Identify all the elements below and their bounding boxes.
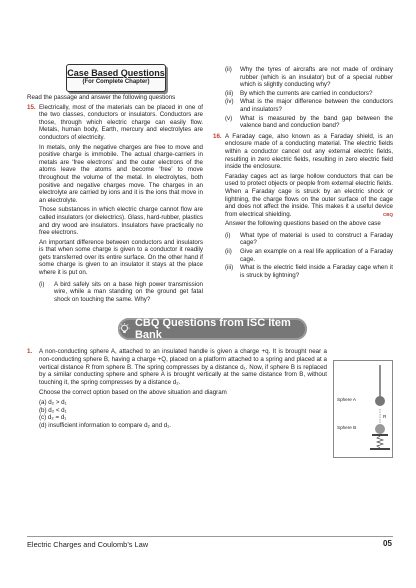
isc-question-1 bbox=[27, 348, 327, 432]
sub-question-text: What is measured by the band gap between the valence band and conduction band? bbox=[240, 114, 393, 130]
question bbox=[27, 348, 327, 430]
sub-question-text: What type of material is used to construct a Faraday cage? bbox=[240, 231, 393, 247]
sub-question-text: Why the tyres of aircrafts are not made of ordinary rubber (which is an insulator) but of a special rubber which is slightly conducting why? bbox=[240, 66, 393, 89]
sub-question bbox=[213, 115, 393, 130]
sub-question bbox=[213, 66, 393, 89]
paragraph: Those substances in which electric charge cannot flow are called insulators (or dielectrics). Glass, hard-rubber, plastics and dry wood are insulators. Insulators have practically no free electrons. bbox=[39, 206, 203, 237]
sphere-b-label: Sphere B bbox=[337, 425, 357, 430]
sub-question-text: A bird safely sits on a base high power transmission wire, while a man standing on the ground get fatal shock on touching the same. Why? bbox=[54, 280, 203, 303]
question-number: 16. bbox=[213, 132, 222, 140]
sub-question bbox=[213, 232, 393, 247]
banner-title: CBQ Questions from ISC Item Bank bbox=[134, 317, 291, 341]
sub-question bbox=[213, 98, 393, 113]
question-prompt: Choose the correct option based on the above situation and diagram bbox=[39, 388, 227, 396]
option: (a) d₂ > d₁ bbox=[39, 398, 67, 406]
cbq-section-banner bbox=[118, 318, 307, 340]
paragraph: In metals, only the negative charges are free to move and positive charge is immobile. The actual charge-carriers in metals are ‘free electrons’ and the outer electrons of the atoms leave the atoms and become ‘free’ to move throughout the volume of the metal. In electrolytes, both positive and negative charges move. The charges in an electrolyte are carried by ions and it is the ions that move in an electrolyte. bbox=[39, 143, 203, 204]
sphere-a-label: Sphere A bbox=[337, 397, 356, 402]
question-16 bbox=[213, 133, 393, 230]
sub-question bbox=[213, 264, 393, 279]
question-body bbox=[39, 104, 203, 279]
paragraph: An important difference between conductors and insulators is that when some charge is given to a conductor it readily gets transferred over its entire surface. On the other hand if some charge is given to an insulator it stays at the place where it is put on. bbox=[39, 238, 203, 277]
right-column bbox=[213, 66, 393, 280]
sub-question-label: (v) bbox=[225, 114, 233, 122]
sub-question-text: What is the electric field inside a Faraday cage when it is struck by lightning? bbox=[240, 264, 393, 279]
sub-question-label: (iv) bbox=[225, 98, 234, 106]
cbq-tag: CBQ bbox=[383, 211, 393, 217]
footer-divider bbox=[27, 536, 393, 537]
sub-question-label: (iii) bbox=[225, 264, 234, 272]
paragraph bbox=[225, 173, 393, 219]
sub-question-text: By which the currents are carried in conductors? bbox=[240, 89, 373, 97]
option: (c) d₂ = d₁ bbox=[39, 414, 67, 422]
diagram-drawing bbox=[334, 361, 392, 457]
question-number: 1. bbox=[27, 348, 33, 355]
sub-question-label: (iii) bbox=[225, 89, 234, 97]
sub-question-text: What is the major difference between the conductors and insulators? bbox=[240, 98, 393, 113]
left-column bbox=[27, 94, 203, 304]
sub-question-label: (i) bbox=[225, 231, 231, 239]
question-body bbox=[39, 348, 327, 430]
sub-question-label: (i) bbox=[39, 280, 45, 288]
passage-instruction: Read the passage and answer the following questions bbox=[27, 94, 176, 101]
sub-question bbox=[213, 248, 393, 263]
option: (b) d₂ < d₁ bbox=[39, 406, 67, 414]
page-number: 05 bbox=[383, 539, 392, 548]
option: (d) insufficient information to compare d₂ and d₁. bbox=[39, 422, 171, 430]
question-15 bbox=[27, 104, 203, 279]
sphere-spring-diagram bbox=[333, 360, 393, 458]
paragraph: Electrically, most of the materials can be placed in one of the two classes, conductors or insulators. Conductors are those, through which electric charge can easily flow. Metals, human body, Earth, mercury and electrolytes are conductors of electricity. bbox=[39, 103, 203, 141]
question-number: 15. bbox=[27, 103, 36, 111]
followup-instruction: Answer the following questions based on the above case bbox=[225, 220, 381, 228]
paragraph: A Faraday cage, also known as a Faraday shield, is an enclosure made of a conducting material. The electric fields within a conductor cancel out any external electric fields, resulting in zero electric fields, resulting in zero electric field inside the enclosure. bbox=[225, 132, 393, 171]
case-box-subtitle: (For Complete Chapter) bbox=[82, 79, 150, 85]
distance-label: R bbox=[383, 414, 387, 419]
sub-question-label: (ii) bbox=[225, 248, 232, 256]
chapter-title: Electric Charges and Coulomb’s Law bbox=[27, 540, 149, 549]
sub-question-text: Give an example on a real life application of a Faraday cage. bbox=[240, 248, 393, 263]
paragraph-text: Faraday cages act as large hollow conductors that can be used to protect objects or people from external electric fields. When a Faraday cage is struck by an electric shock or lightning, the charge flows on the outer surface of the cage and does not affect the inside. This makes it a useful device from electrical shielding. bbox=[225, 172, 393, 218]
sub-question bbox=[213, 90, 393, 98]
question-text: A non-conducting sphere A, attached to an insulated handle is given a charge +q. It is brought near a non-conducting sphere B, having a charge +Q, placed on a platform attached to a spring and placed at a vertical distance R from sphere B. The spring compresses by a distance d₁. Now, if sphere B is replaced by a similar conducting sphere and sphere A is brought vertically at the same distance from B, without touching it, the spring compresses by a distance d₂. bbox=[39, 348, 327, 387]
lightbulb-icon bbox=[118, 322, 131, 336]
case-box-title: Case Based Questions bbox=[67, 68, 165, 78]
sub-question bbox=[27, 281, 203, 304]
question-body bbox=[225, 133, 393, 230]
sub-question-label: (ii) bbox=[225, 66, 232, 73]
case-based-questions-box bbox=[66, 64, 166, 92]
